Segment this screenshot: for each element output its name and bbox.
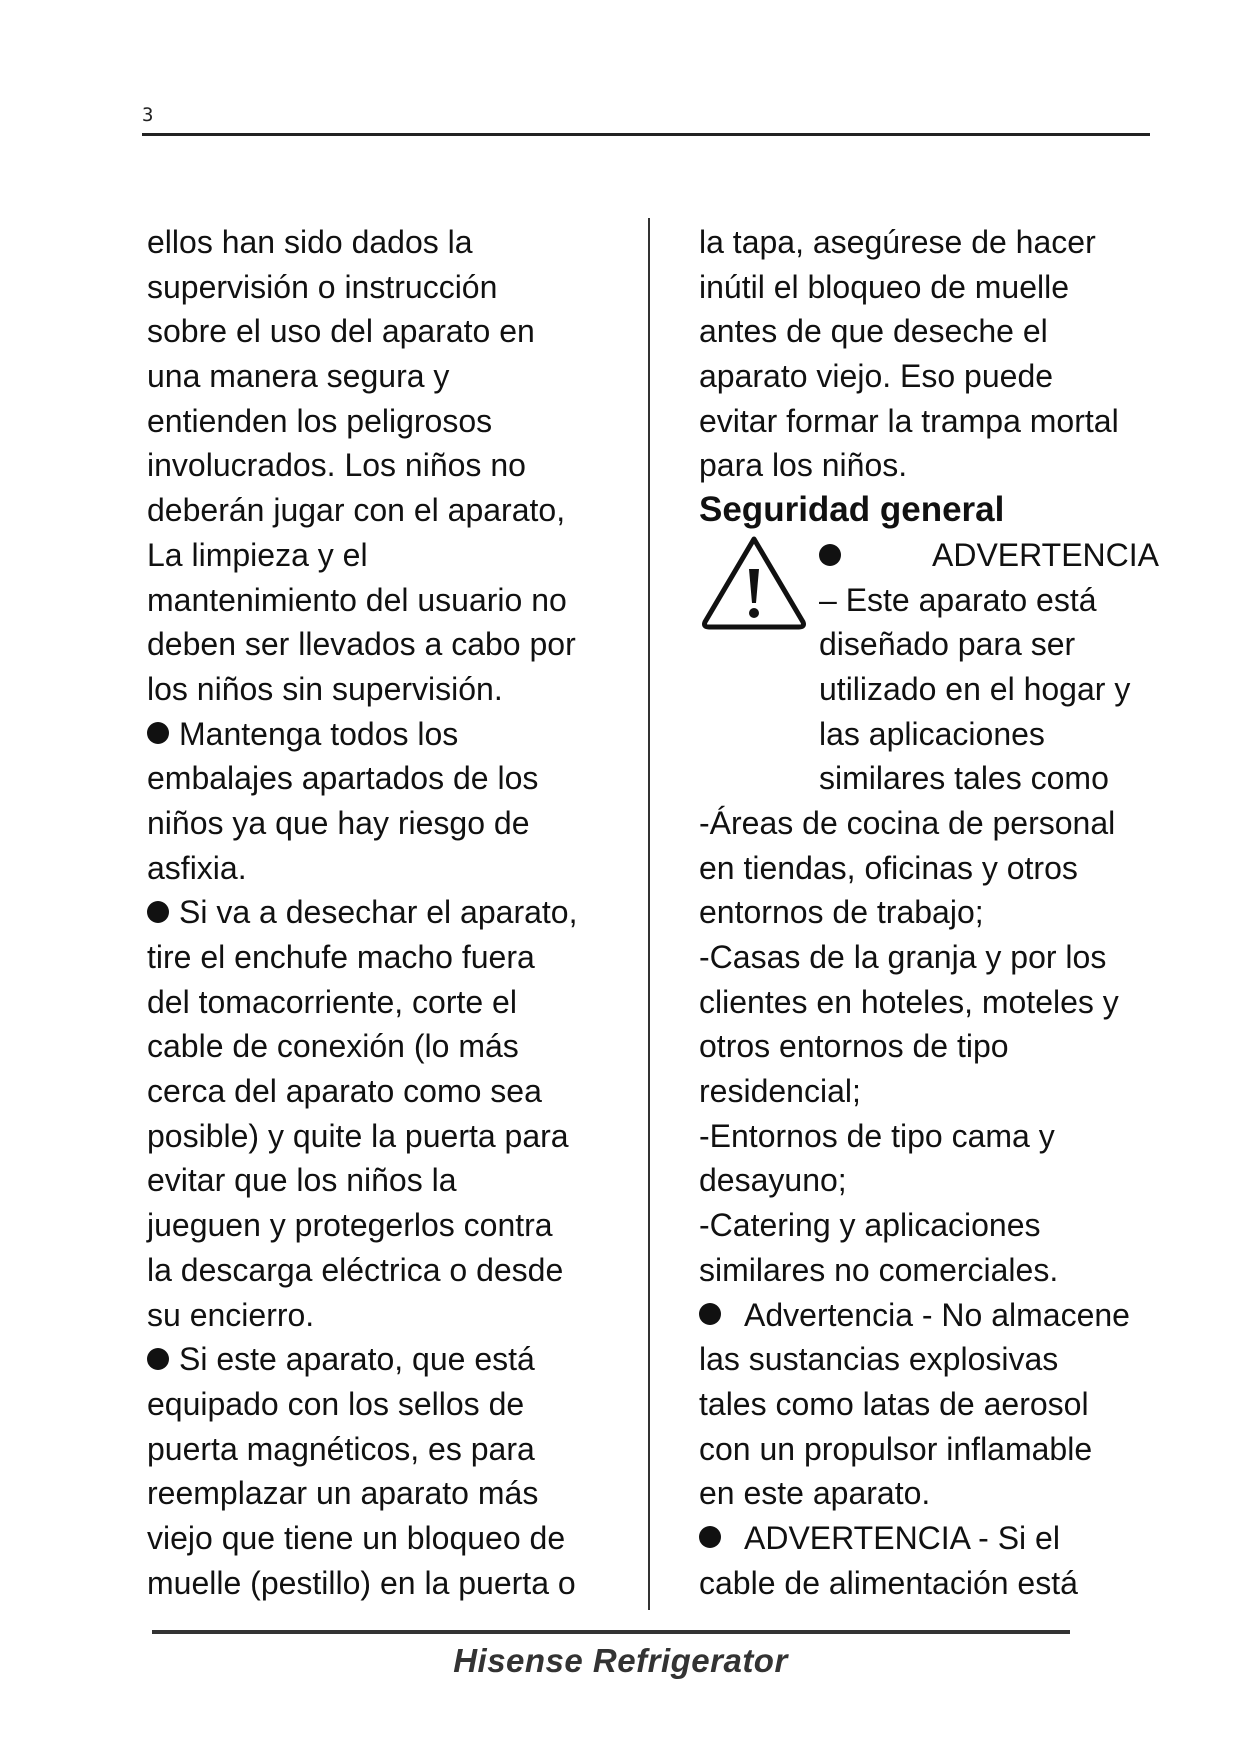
text-line: una manera segura y: [147, 358, 450, 395]
text-line: otros entornos de tipo: [699, 1028, 1009, 1065]
text-line: muelle (pestillo) en la puerta o: [147, 1564, 576, 1601]
bullet-icon: [699, 1526, 721, 1548]
text-line: entienden los peligrosos: [147, 402, 493, 439]
right-column: [699, 220, 1159, 1605]
text-line: cable de alimentación está: [699, 1564, 1078, 1601]
text-line: equipado con los sellos de: [147, 1385, 525, 1422]
text-line: puerta magnéticos, es para: [147, 1430, 535, 1467]
text-line: del tomacorriente, corte el: [147, 983, 517, 1020]
text-line: cerca del aparato como sea: [147, 1073, 542, 1110]
text-line: embalajes apartados de los: [147, 760, 539, 797]
bullet-icon: [147, 722, 169, 744]
bullet-item: [699, 1516, 1159, 1561]
left-column: [147, 220, 607, 1605]
text-line: similares no comerciales.: [699, 1251, 1059, 1288]
text-line: aparato viejo. Eso puede: [699, 358, 1054, 395]
text-line: diseñado para ser: [819, 626, 1076, 663]
text-line: cable de conexión (lo más: [147, 1028, 519, 1065]
column-divider: [648, 218, 650, 1610]
text-line: los niños sin supervisión.: [147, 670, 503, 707]
text-line: asfixia.: [147, 849, 247, 886]
text-line: las aplicaciones: [819, 715, 1045, 752]
text-line: -Entornos de tipo cama y: [699, 1117, 1055, 1154]
warning-block: [699, 533, 1159, 801]
text-line: posible) y quite la puerta para: [147, 1117, 569, 1154]
footer-divider: [152, 1630, 1070, 1634]
bullet-item: [147, 712, 607, 757]
text-line: tire el enchufe macho fuera: [147, 939, 535, 975]
text-line: su encierro.: [147, 1296, 315, 1333]
text-line: con un propulsor inflamable: [699, 1430, 1093, 1467]
text-line: antes de que deseche el: [699, 313, 1048, 350]
text-line: similares tales como: [819, 760, 1109, 797]
text-line: en tiendas, oficinas y otros: [699, 849, 1078, 886]
text-line: niños ya que hay riesgo de: [147, 804, 530, 841]
text-line: -Catering y aplicaciones: [699, 1207, 1041, 1244]
text-line: inútil el bloqueo de muelle: [699, 268, 1070, 305]
bullet-icon: [819, 544, 841, 566]
bullet-item: [147, 1337, 607, 1382]
bullet-text: Mantenga todos los: [179, 715, 459, 752]
text-line: – Este aparato está: [819, 581, 1097, 618]
text-line: las sustancias explosivas: [699, 1341, 1059, 1378]
bullet-text: Si este aparato, que está: [179, 1341, 535, 1378]
bullet-text: Si va a desechar el aparato,: [179, 894, 578, 931]
text-line: entornos de trabajo;: [699, 894, 984, 931]
text-line: mantenimiento del usuario no: [147, 581, 567, 618]
header-divider: [142, 133, 1150, 136]
bullet-text: Advertencia - No almacene: [744, 1296, 1130, 1333]
bullet-item: [699, 1293, 1159, 1338]
text-line: deberán jugar con el aparato,: [147, 492, 566, 529]
warning-label: ADVERTENCIA: [931, 536, 1159, 573]
bullet-icon: [699, 1303, 721, 1325]
text-line: viejo que tiene un bloqueo de: [147, 1519, 566, 1556]
text-line: supervisión o instrucción: [147, 268, 498, 305]
text-line: desayuno;: [699, 1162, 847, 1199]
text-line: la descarga eléctrica o desde: [147, 1251, 564, 1288]
text-line: tales como latas de aerosol: [699, 1385, 1089, 1422]
text-line: deben ser llevados a cabo por: [147, 626, 576, 663]
section-heading: Seguridad general: [699, 490, 1005, 530]
bullet-item: [147, 890, 607, 935]
text-line: en este aparato.: [699, 1475, 931, 1512]
page-number: 3: [142, 104, 154, 126]
text-line: involucrados. Los niños no: [147, 447, 526, 484]
bullet-icon: [147, 901, 169, 923]
text-line: evitar que los niños la: [147, 1162, 457, 1199]
footer-brand: Hisense Refrigerator: [453, 1642, 788, 1679]
text-line: jueguen y protegerlos contra: [147, 1207, 553, 1244]
text-line: utilizado en el hogar y: [819, 670, 1131, 707]
text-line: -Casas de la granja y por los: [699, 939, 1107, 975]
bullet-text: ADVERTENCIA - Si el: [744, 1519, 1060, 1556]
text-line: para los niños.: [699, 447, 908, 484]
bullet-icon: [147, 1348, 169, 1370]
text-line: ellos han sido dados la: [147, 224, 473, 260]
text-line: reemplazar un aparato más: [147, 1475, 539, 1512]
text-line: sobre el uso del aparato en: [147, 313, 535, 350]
text-line: residencial;: [699, 1073, 861, 1110]
warning-triangle-icon: [699, 533, 809, 633]
text-line: -Áreas de cocina de personal: [699, 804, 1116, 841]
text-line: evitar formar la trampa mortal: [699, 402, 1119, 439]
text-line: la tapa, asegúrese de hacer: [699, 224, 1096, 260]
text-line: La limpieza y el: [147, 536, 368, 573]
text-line: clientes en hoteles, moteles y: [699, 983, 1119, 1020]
